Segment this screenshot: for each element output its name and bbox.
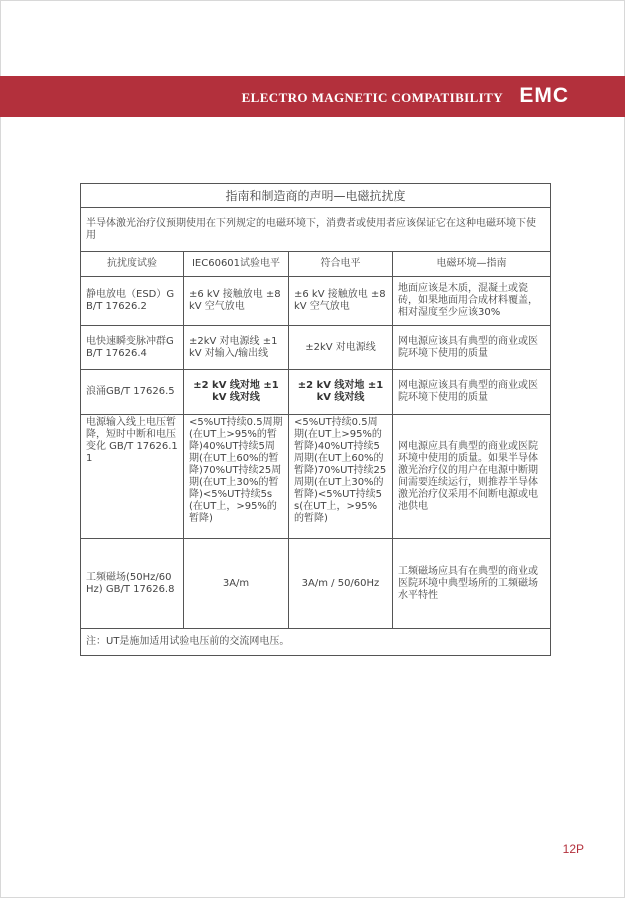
test-cell: 静电放电（ESD）GB/T 17626.2 [81, 277, 184, 326]
compliance-cell: ±6 kV 接触放电 ±8 kV 空气放电 [289, 277, 393, 326]
header-cell-test: 抗扰度试验 [81, 252, 184, 277]
guidance-cell: 网电源应该具有典型的商业或医院环境下使用的质量 [393, 326, 551, 370]
table-title-row [81, 184, 551, 208]
table-row [81, 277, 551, 326]
test-cell: 电源输入线上电压暂降，短时中断和电压变化 GB/T 17626.11 [81, 415, 184, 539]
table-intro: 半导体激光治疗仪预期使用在下列规定的电磁环境下，消费者或使用者应该保证它在这种电磁环境下使用 [81, 208, 551, 252]
table-row [81, 370, 551, 415]
header-band [0, 76, 625, 117]
guidance-cell: 工频磁场应具有在典型的商业或医院环境中典型场所的工频磁场水平特性 [393, 539, 551, 629]
table-header-row [81, 252, 551, 277]
table-note: 注：UT是施加适用试验电压前的交流网电压。 [81, 629, 551, 656]
compliance-cell: <5%UT持续0.5周期(在UT上>95%的暂降)40%UT持续5周期(在UT上60%的暂降)70%UT持续25周期(在UT上30%的暂降)<5%UT持续5s(在UT上，>95%的暂降) [289, 415, 393, 539]
table-intro-row [81, 208, 551, 252]
header-subtitle: ELECTRO MAGNETIC COMPATIBILITY [241, 90, 503, 105]
iec-level-cell: ±2 kV 线对地 ±1 kV 线对线 [184, 370, 289, 415]
test-cell: 浪涌GB/T 17626.5 [81, 370, 184, 415]
guidance-cell: 地面应该是木质，混凝土或瓷砖，如果地面用合成材料覆盖，相对湿度至少应该30% [393, 277, 551, 326]
table-row [81, 415, 551, 539]
compliance-cell: 3A/m / 50/60Hz [289, 539, 393, 629]
iec-level-cell: ±2kV 对电源线 ±1kV 对输入/输出线 [184, 326, 289, 370]
table-row [81, 539, 551, 629]
compliance-cell: ±2kV 对电源线 [289, 326, 393, 370]
emc-immunity-table [80, 183, 551, 656]
header-cell-iec-level: IEC60601试验电平 [184, 252, 289, 277]
guidance-cell: 网电源应该具有典型的商业或医院环境下使用的质量 [393, 370, 551, 415]
compliance-cell: ±2 kV 线对地 ±1 kV 线对线 [289, 370, 393, 415]
table-row [81, 326, 551, 370]
guidance-cell: 网电源应具有典型的商业或医院环境中使用的质量。如果半导体激光治疗仪的用户在电源中断期间需要连续运行，则推荐半导体激光治疗仪采用不间断电源或电池供电 [393, 415, 551, 539]
header-cell-guidance: 电磁环境—指南 [393, 252, 551, 277]
test-cell: 电快速瞬变脉冲群GB/T 17626.4 [81, 326, 184, 370]
table-title: 指南和制造商的声明—电磁抗扰度 [81, 184, 551, 208]
header-cell-compliance: 符合电平 [289, 252, 393, 277]
iec-level-cell: 3A/m [184, 539, 289, 629]
iec-level-cell: ±6 kV 接触放电 ±8 kV 空气放电 [184, 277, 289, 326]
page-number: 12P [562, 842, 584, 856]
iec-level-cell: <5%UT持续0.5周期(在UT上>95%的暂降)40%UT持续5周期(在UT上60%的暂降)70%UT持续25周期(在UT上30%的暂降)<5%UT持续5s(在UT上，>95%的暂降) [184, 415, 289, 539]
test-cell: 工频磁场(50Hz/60Hz) GB/T 17626.8 [81, 539, 184, 629]
header-emc-label: EMC [519, 84, 569, 107]
table-note-row [81, 629, 551, 656]
